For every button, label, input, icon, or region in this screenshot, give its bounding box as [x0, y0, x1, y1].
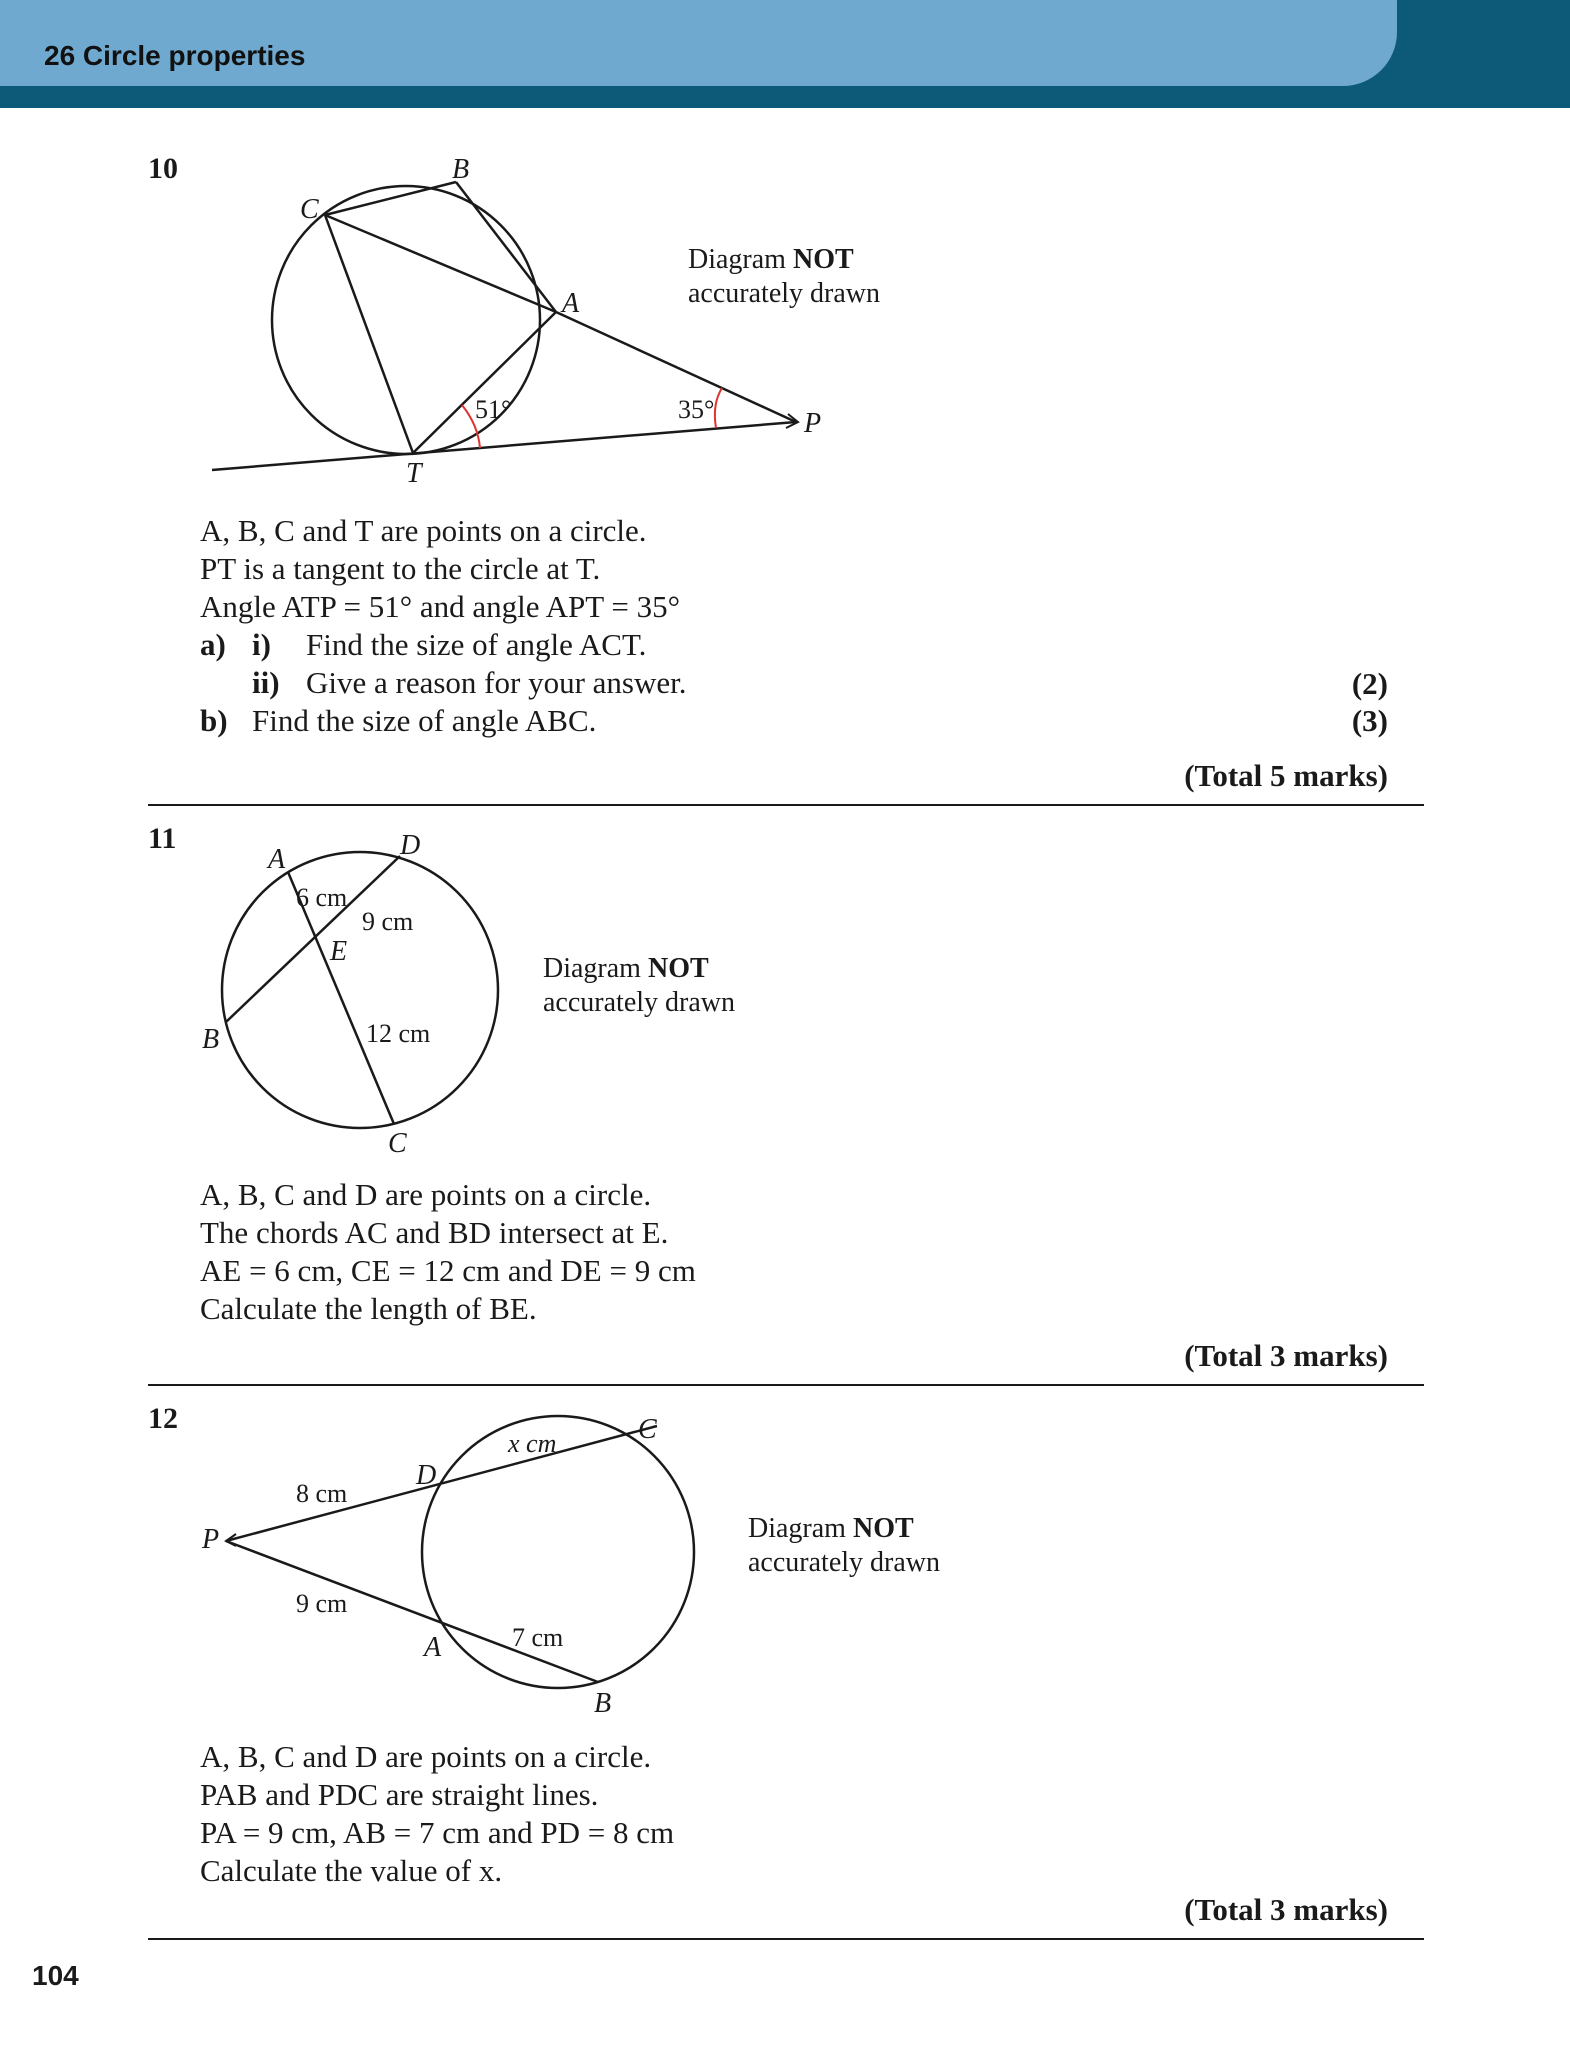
q10-label-a: A	[562, 288, 580, 319]
q10-marks-b: (3)	[1351, 703, 1388, 738]
note-bold: NOT	[792, 244, 854, 275]
divider-rule	[148, 1938, 1424, 1940]
q12-total-marks: (Total 3 marks)	[1184, 1892, 1388, 1927]
q12-line-pdc	[226, 1426, 657, 1541]
note-line2: accurately drawn	[748, 1547, 940, 1578]
q11-line-3: AE = 6 cm, CE = 12 cm and DE = 9 cm	[200, 1253, 696, 1288]
q10-part-aii-label: ii)	[252, 665, 280, 700]
q12-line-3: PA = 9 cm, AB = 7 cm and PD = 8 cm	[200, 1815, 675, 1850]
q12-label-c: C	[638, 1414, 657, 1445]
q10-part-a-label: a)	[200, 627, 226, 662]
q10-angle-label-p: 35°	[678, 395, 715, 424]
note-bold: NOT	[647, 953, 709, 984]
q11-total-marks: (Total 3 marks)	[1184, 1338, 1388, 1373]
q11-line-1: A, B, C and D are points on a circle.	[200, 1177, 652, 1212]
q10-line-1: A, B, C and T are points on a circle.	[200, 513, 647, 548]
q12-label-pa: 9 cm	[296, 1589, 348, 1618]
q12-line-pab	[226, 1541, 598, 1682]
q10-line-2: PT is a tangent to the circle at T.	[200, 551, 601, 586]
note-plain: Diagram	[543, 953, 641, 984]
q10-angle-label-t: 51°	[475, 395, 512, 424]
q11-line-2: The chords AC and BD intersect at E.	[200, 1215, 669, 1250]
q12-label-dc: x cm	[508, 1429, 557, 1458]
q11-label-ae: 6 cm	[296, 883, 348, 912]
note-bold: NOT	[852, 1513, 914, 1544]
q12-label-a: A	[424, 1632, 442, 1663]
q12-label-ab: 7 cm	[512, 1623, 564, 1652]
q11-label-ce: 12 cm	[366, 1019, 431, 1048]
note-plain: Diagram	[688, 244, 786, 275]
question-number-10: 10	[148, 152, 178, 185]
q10-label-c: C	[300, 194, 319, 225]
question-number-11: 11	[148, 822, 177, 855]
note-line2: accurately drawn	[688, 278, 880, 309]
q11-label-de: 9 cm	[362, 907, 414, 936]
note-plain: Diagram	[748, 1513, 846, 1544]
q10-label-t: T	[406, 458, 422, 489]
q12-diagram-note	[748, 1512, 940, 1580]
q12-line-1: A, B, C and D are points on a circle.	[200, 1739, 652, 1774]
q12-line-2: PAB and PDC are straight lines.	[200, 1777, 599, 1812]
q10-part-b-text: Find the size of angle ABC.	[252, 703, 597, 738]
q11-label-a: A	[268, 844, 286, 875]
q12-label-p: P	[202, 1524, 220, 1555]
q11-line-4: Calculate the length of BE.	[200, 1291, 537, 1326]
q10-part-ai-label: i)	[252, 627, 271, 662]
q10-part-ai-text: Find the size of angle ACT.	[306, 627, 647, 662]
q10-marks-a: (2)	[1351, 666, 1388, 701]
q10-label-b: B	[452, 154, 470, 185]
q12-label-b: B	[594, 1688, 612, 1719]
q10-part-b-label: b)	[200, 703, 228, 738]
q11-label-e: E	[330, 936, 348, 967]
q12-label-d: D	[416, 1460, 437, 1491]
q12-label-pd: 8 cm	[296, 1479, 348, 1508]
page-title: 26 Circle properties	[44, 40, 306, 71]
q11-label-b: B	[202, 1024, 220, 1055]
q10-label-p: P	[804, 408, 822, 439]
q12-line-4: Calculate the value of x.	[200, 1853, 503, 1888]
question-number-12: 12	[148, 1402, 178, 1435]
q10-line-3: Angle ATP = 51° and angle APT = 35°	[200, 589, 680, 624]
note-line2: accurately drawn	[543, 987, 735, 1018]
page-number: 104	[32, 1960, 79, 1991]
q10-part-aii-text: Give a reason for your answer.	[306, 665, 687, 700]
q10-total-marks: (Total 5 marks)	[1184, 758, 1388, 793]
q11-label-c: C	[388, 1128, 407, 1159]
q11-label-d: D	[400, 830, 421, 861]
